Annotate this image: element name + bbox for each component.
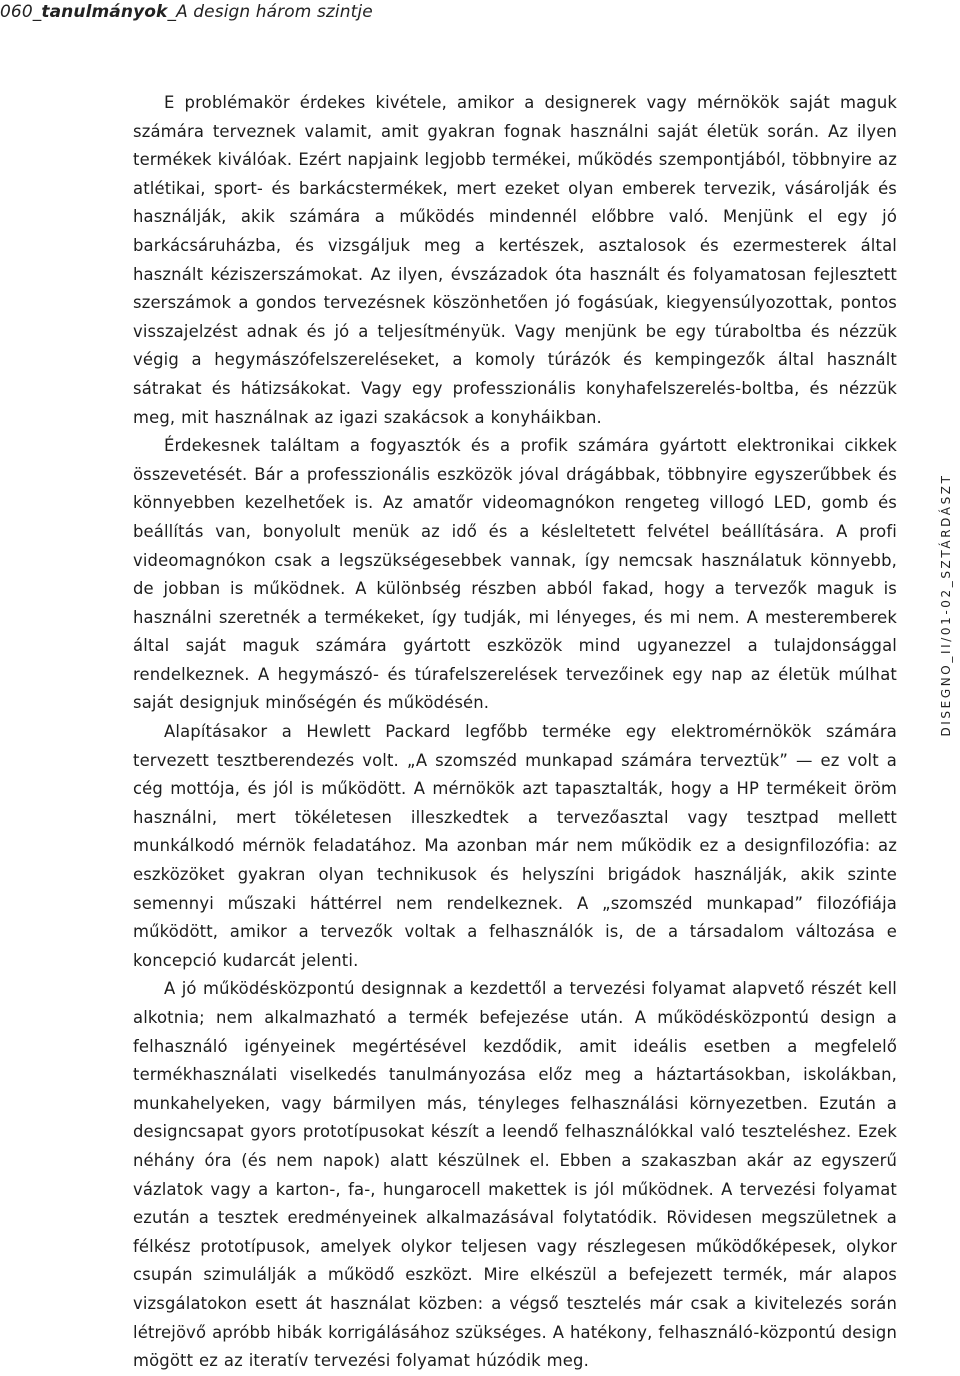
running-header	[0, 2, 373, 22]
paragraph-1: E problémakör érdekes kivétele, amikor a designerek vagy mérnökök saját maguk számára terveznek valamit, amit gyakran fognak használni saját életük során. Az ilyen termékek kiválóak. Ezért napjaink legjobb termékei, működés szempontjából, többnyire az atlétikai, sport- és barkácstermékek, mert ezeket olyan emberek tervezik, vásárolják és használják, akik számára a működés mindennél előbbre való. Menjünk el egy jó barkácsáruházba, és vizsgáljuk meg a kertészek, asztalosok és ezermesterek által használt kéziszerszámokat. Az ilyen, évszázadok óta használt és folyamatosan fejlesztett szerszámok a gondos tervezésnek köszönhetően jó fogásúak, kiegyensúlyozottak, pontos visszajelzést adnak és jó a teljesítményük. Vagy menjünk be egy túraboltba és nézzük végig a hegymászófelszereléseket, a komoly túrázók és kempingezők által használt sátrakat és hátizsákokat. Vagy egy professzionális konyhafelszerelés-boltba, és nézzük meg, mit használnak az igazi szakácsok a konyháikban.	[133, 93, 897, 427]
journal-side-label: DISEGNO_II/01-02_SZTÁRDÁSZT	[939, 473, 953, 737]
page-number: 060_	[0, 2, 42, 22]
header-separator: _	[167, 2, 177, 22]
paragraph-2: Érdekesnek találtam a fogyasztók és a profik számára gyártott elektronikai cikkek összevetését. Bár a professzionális eszközök jóval drágábbak, többnyire egyszerűbbek és könnyebben kezelhetőek is. Az amatőr videomagnókon rengeteg villogó LED, gomb és beállítás van, bonyolult menük az idő és a késleltetett felvétel beállítására. A profi videomagnókon csak a legszükségesebbek vannak, így nemcsak használatuk könnyebb, de jobban is működnek. A különbség részben abból fakad, hogy a tervezők maguk is használni szeretnék a termékeket, így tudják, mi lényeges, és mi nem. A mesteremberek által saját maguk számára gyártott eszközök mind ugyanezzel a tulajdonsággal rendelkeznek. A hegymászó- és túrafelszerelések tervezőinek egy nap az életük múlhat saját designjuk minőségén és működésén.	[133, 436, 897, 713]
paragraph-3: Alapításakor a Hewlett Packard legfőbb terméke egy elektromérnökök számára tervezett tesztberendezés volt. „A szomszéd munkapad számára terveztük” — ez volt a cég mottója, és jól is működött. A mérnökök azt tapasztalták, hogy a HP termékeit öröm használni, mert tökéletesen illeszkedtek a tervezőasztal vagy tesztpad mellett munkálkodó mérnök feladatához. Ma azonban már nem működik ez a designfilozófia: az eszközöket gyakran olyan technikusok és helyszíni brigádok használják, akik szinte semennyi műszaki háttérrel nem rendelkeznek. A „szomszéd munkapad” filozófiája működött, amikor a tervezők voltak a felhasználók is, de a társadalom változása e koncepció kudarcát jelenti.	[133, 722, 897, 970]
article-title: A design három szintje	[176, 2, 373, 22]
section-name: tanulmányok	[41, 2, 168, 22]
paragraph-4: A jó működésközpontú designnak a kezdettől a tervezési folyamat alapvető részét kell alkotnia; nem alkalmazható a termék befejezése után. A működésközpontú design a felhasználó igényeinek megértésével kezdődik, amit ideális esetben a megfelelő termékhasználati viselkedés tanulmányozása előz meg a háztartásokban, iskolákban, munkahelyeken, vagy bármilyen más, tényleges felhasználási környezetben. Ezután a designcsapat gyors prototípusokat készít a leendő felhasználókkal való teszteléshez. Ezek néhány óra (és nem napok) alatt készülnek el. Ebben a szakaszban akár az egyszerű vázlatok vagy a karton-, fa-, hungarocell makettek is jól működnek. A tervezési folyamat ezután a tesztek eredményeinek alkalmazásával folytatódik. Rövidesen megszületnek a félkész prototípusok, amelyek olykor teljesen vagy részlegesen működőképesek, olykor csupán szimulálják a működő eszközt. Mire elkészül a befejezett termék, már alapos vizsgálatokon esett át használat közben: a végső tesztelés már csak a kivitelezés során létrejövő apróbb hibák korrigálásához szükséges. A hatékony, felhasználó-központú design mögött ez az iteratív tervezési folyamat húzódik meg.	[133, 979, 897, 1371]
article-body	[133, 89, 897, 1376]
